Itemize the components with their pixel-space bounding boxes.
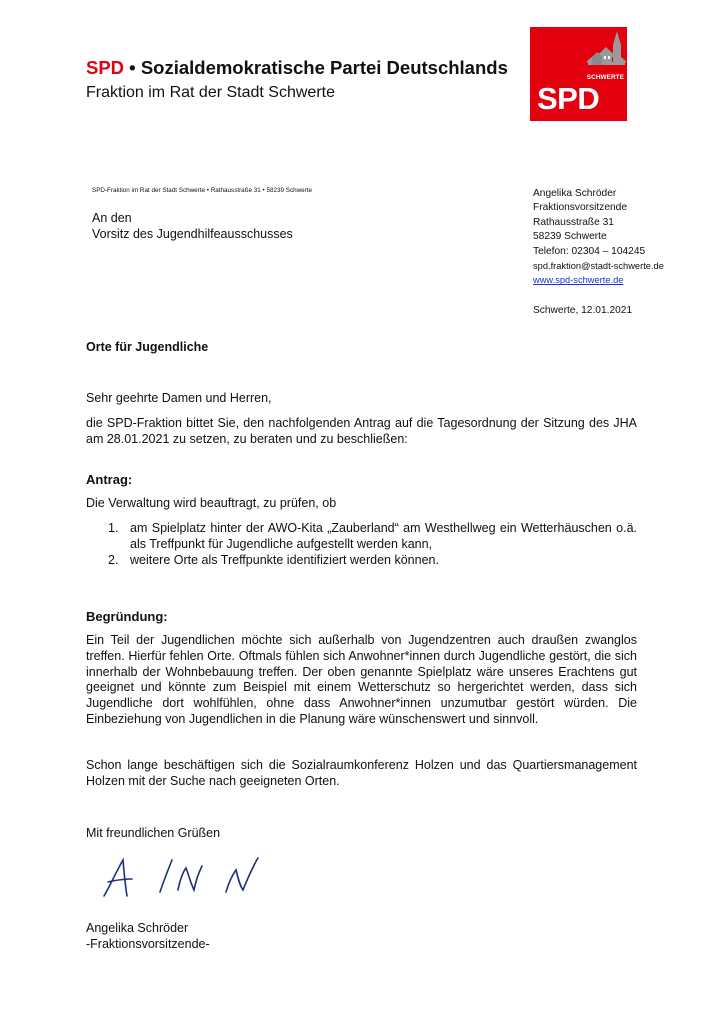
contact-web-link[interactable]: www.spd-schwerte.de — [533, 275, 624, 286]
signatory-name: Angelika Schröder — [86, 921, 189, 935]
begruendung-paragraph-1: Ein Teil der Jugendlichen möchte sich außerhalb von Jugendzentren auch draußen zwanglos treffen. Hierfür fehlen Orte. Oftmals fühlen sich Anwohner*innen durch Jugendliche gestört, die sich innerhalb der Wohnbebauung treffen. Der oben genannte Spielplatz wäre unseres Erachtens gut geeignet und könnte zum Beispiel mit einem Wetterschutz so hergerichtet werden, dass sich Jugendliche dort wohlfühlen, ohne dass Anwohner*innen unzumutbar gestört würden. Die Einbeziehung von Jugendlichen in die Planung wäre wünschenswert und sinnvoll. — [86, 633, 637, 726]
contact-phone: Telefon: 02304 – 104245 — [533, 245, 646, 257]
party-full-name: Sozialdemokratische Partei Deutschlands — [140, 57, 508, 78]
list-item — [108, 553, 637, 569]
closing-greeting: Mit freundlichen Grüßen — [86, 826, 221, 840]
contact-street: Rathausstraße 31 — [533, 216, 614, 228]
recipient-address — [92, 211, 293, 242]
contact-name: Angelika Schröder — [533, 188, 617, 199]
list-item-text: am Spielplatz hinter der AWO-Kita „Zauberland“ am Westhellweg ein Wetterhäuschen o.ä. als Treffpunkt für Jugendliche aufgestellt werden kann, — [130, 521, 637, 551]
intro-paragraph: die SPD-Fraktion bittet Sie, den nachfolgenden Antrag auf die Tagesordnung der Sitzung des JHA am 28.01.2021 zu setzen, zu beraten und zu beschließen: — [86, 416, 637, 446]
letter-subject: Orte für Jugendliche — [86, 340, 209, 354]
spd-logo — [530, 27, 627, 121]
list-item — [108, 521, 637, 553]
party-name-line — [86, 57, 508, 79]
sender-return-address: SPD-Fraktion im Rat der Stadt Schwerte • Rathausstraße 31 • 58239 Schwerte — [92, 187, 313, 194]
recipient-line-1: An den — [92, 211, 132, 225]
antrag-list — [108, 521, 637, 568]
contact-email: spd.fraktion@stadt-schwerte.de — [533, 261, 664, 272]
recipient-line-2: Vorsitz des Jugendhilfeausschusses — [92, 226, 293, 241]
handwritten-signature — [96, 852, 266, 909]
list-item-number: 1. — [108, 521, 119, 535]
signatory-block — [86, 921, 210, 953]
logo-town-name: SCHWERTE — [586, 74, 624, 81]
contact-role: Fraktionsvorsitzende — [533, 202, 627, 214]
contact-city: 58239 Schwerte — [533, 231, 607, 243]
signatory-role: -Fraktionsvorsitzende- — [86, 936, 210, 951]
contact-block — [533, 187, 664, 288]
antrag-lead: Die Verwaltung wird beauftragt, zu prüfen, ob — [86, 496, 337, 510]
antrag-heading: Antrag: — [86, 472, 133, 487]
list-item-text: weitere Orte als Treffpunkte identifiziert werden können. — [130, 552, 439, 567]
begruendung-heading: Begründung: — [86, 609, 168, 624]
party-separator: • — [124, 57, 141, 78]
letter-date: Schwerte, 12.01.2021 — [533, 305, 633, 316]
fraktion-line: Fraktion im Rat der Stadt Schwerte — [86, 84, 335, 101]
salutation: Sehr geehrte Damen und Herren, — [86, 391, 272, 405]
begruendung-paragraph-2: Schon lange beschäftigen sich die Sozialraumkonferenz Holzen und das Quartiersmanagement Holzen mit der Suche nach geeigneten Orten. — [86, 758, 637, 788]
logo-wordmark: SPD — [537, 81, 600, 116]
list-item-number: 2. — [108, 552, 119, 567]
party-abbr: SPD — [86, 57, 125, 78]
